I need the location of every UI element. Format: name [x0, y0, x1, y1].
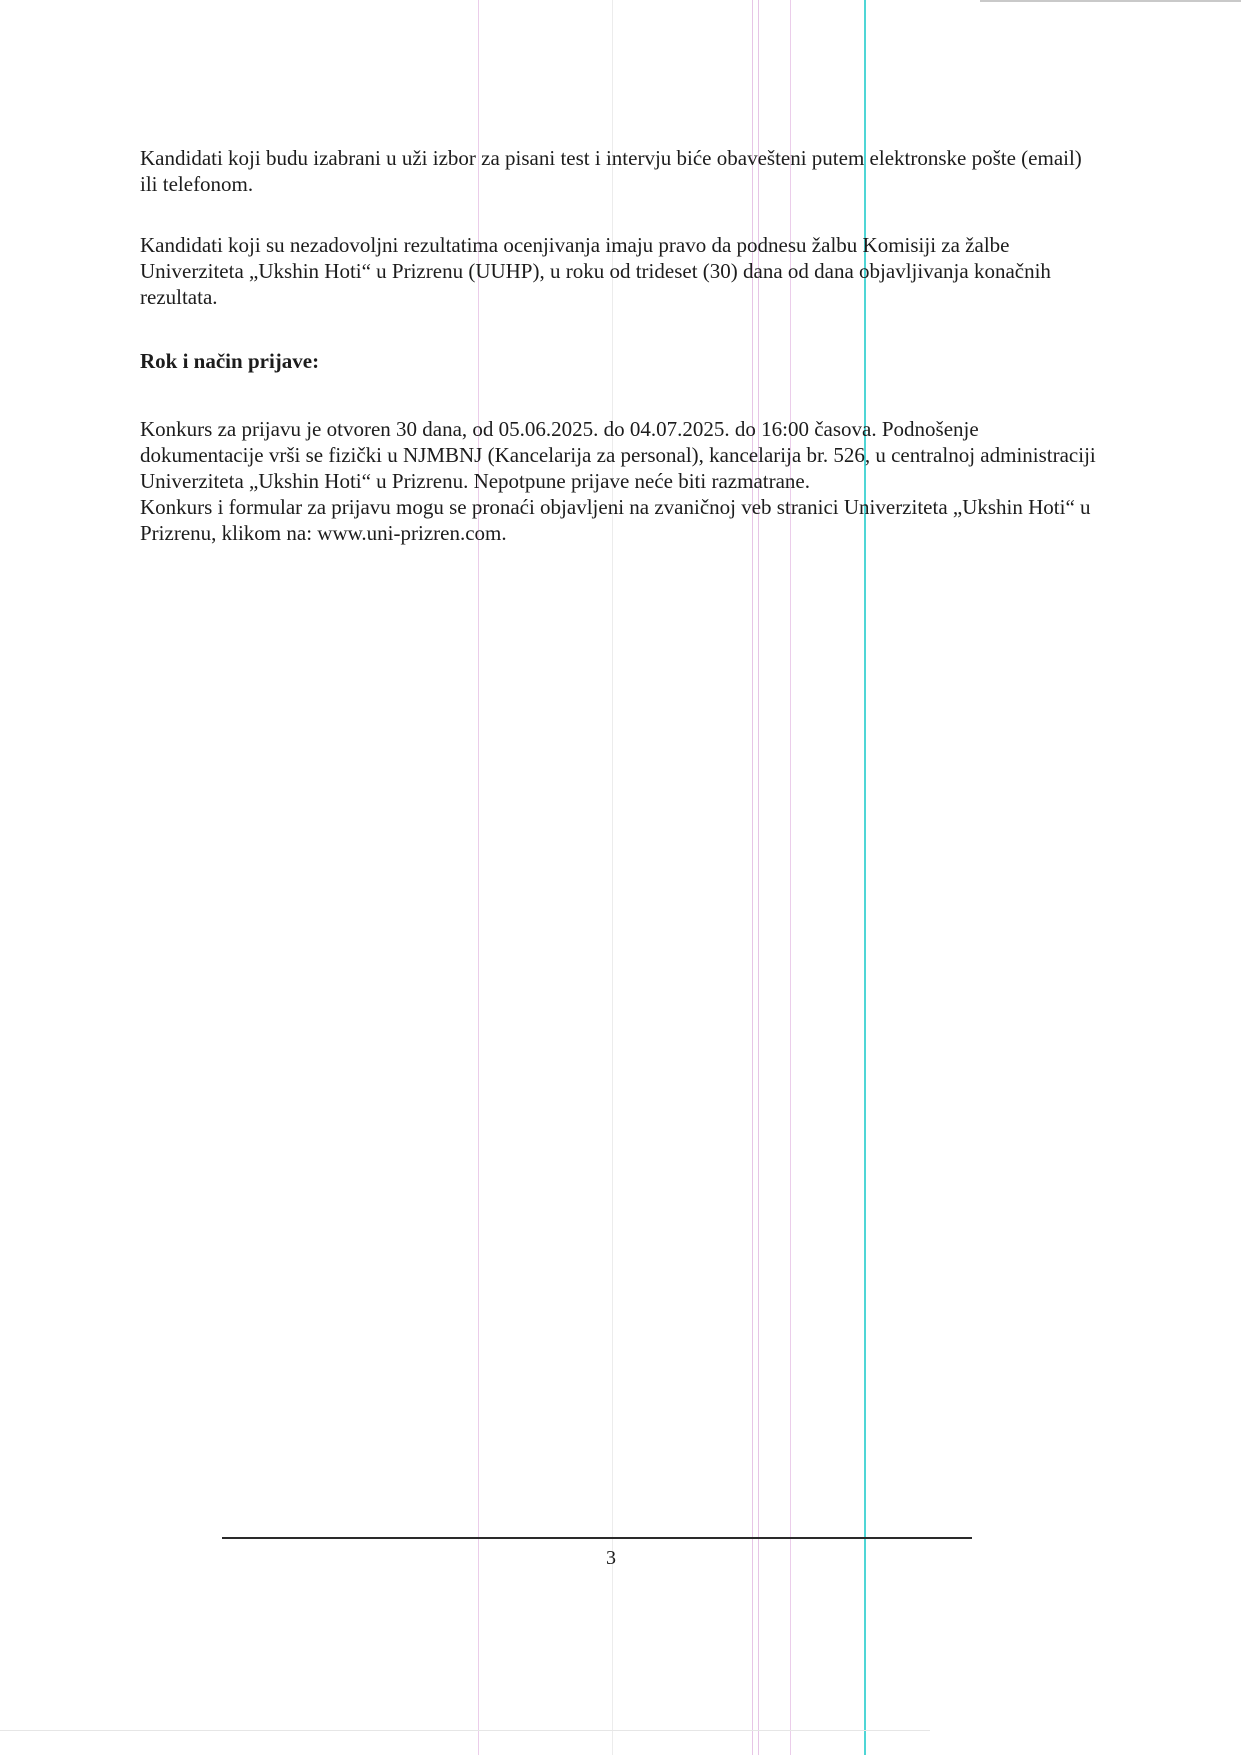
section-heading: Rok i način prijave:: [140, 349, 320, 373]
page-number: 3: [606, 1547, 616, 1569]
document-body: [140, 145, 1100, 546]
footer-rule: [222, 1537, 972, 1539]
shortlist-notice-paragraph: Kandidati koji budu izabrani u uži izbor za pisani test i intervju biće obavešteni putem elektronske pošte (email) ili telefonom.: [140, 146, 1082, 196]
scan-bottom-edge: [0, 1730, 930, 1731]
scan-top-edge: [980, 0, 1241, 2]
deadline-paragraph: Konkurs za prijavu je otvoren 30 dana, od 05.06.2025. do 04.07.2025. do 16:00 časova. Podnošenje dokumentacije vrši se fizički u NJMBNJ (Kancelarija za personal), kancelarija br. 526, u centralnoj administraciji Univerziteta „Ukshin Hoti“ u Prizrenu. Nepotpune prijave neće biti razmatrane.: [140, 417, 1096, 493]
appeal-paragraph: Kandidati koji su nezadovoljni rezultatima ocenjivanja imaju pravo da podnesu žalbu Komisiji za žalbe Univerziteta „Ukshin Hoti“ u Prizrenu (UUHP), u roku od trideset (30) dana od dana objavljivanja konačnih rezultata.: [140, 233, 1051, 309]
form-availability-paragraph: Konkurs i formular za prijavu mogu se pronaći objavljeni na zvaničnoj veb stranici Univerziteta „Ukshin Hoti“ u Prizrenu, klikom na: www.uni-prizren.com.: [140, 495, 1091, 545]
